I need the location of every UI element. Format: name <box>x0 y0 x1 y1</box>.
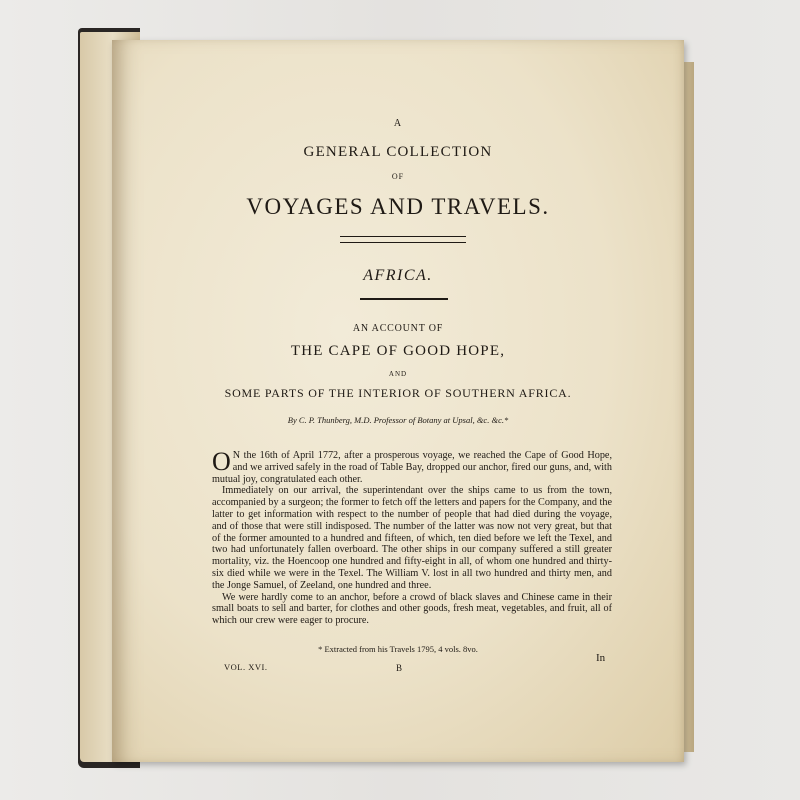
drop-cap: O <box>212 447 231 476</box>
volume-signature: VOL. XVI. <box>224 662 268 672</box>
author-byline: By C. P. Thunberg, M.D. Professor of Botany at Upsal, &c. &c.* <box>287 415 509 425</box>
subtitle-cape: THE CAPE OF GOOD HOPE, <box>290 343 506 359</box>
section-rule <box>360 298 448 300</box>
paragraph-1-text: N the 16th of April 1772, after a prosperous voyage, we reached the Cape of Good Hope, and we arrived safely in the road of Table Bay, dropped our anchor, fired our guns, and, with mutual joy, congratulated each other. <box>212 450 612 485</box>
book-page <box>112 40 684 762</box>
subtitle-account-of: AN ACCOUNT OF <box>352 323 444 334</box>
paragraph-3: We were hardly come to an anchor, before a crowd of black slaves and Chinese came in their small boats to sell and barter, for clothes and other goods, fresh meat, vegetables, and fruit, all of which our crew were eager to procure. <box>212 591 612 627</box>
subtitle-interior: SOME PARTS OF THE INTERIOR OF SOUTHERN AFRICA. <box>224 386 572 400</box>
header-of: OF <box>391 172 405 181</box>
paragraph-2: Immediately on our arrival, the superintendant over the ships came to us from the town, accompanied by a surgeon; the former to fetch off the letters and papers for the Company, and the latter to get information with respect to the number of people that had died during the voyage, and of those that were still indisposed. The number of the latter was now not very great, but that of the former amounted to a hundred and fifteen, of which, ten died before we left the Texel, and two had unfortunately fallen overboard. The other ships in our company suffered a still greater mortality, viz. the Hoencoop one hundred and fifty-eight in all, of whom one hundred and thirty-six died while we were in the Texel. The William V. lost in all two hundred and thirty men, and the Jonge Samuel, of Zeeland, one hundred and three. <box>212 485 612 591</box>
footnote: * Extracted from his Travels 1795, 4 vols. 8vo. <box>318 644 478 654</box>
page-title: VOYAGES AND TRAVELS. <box>246 194 550 219</box>
header-general-collection: GENERAL COLLECTION <box>303 144 493 160</box>
double-rule <box>340 236 466 243</box>
page-block-edge <box>684 62 694 752</box>
body-text <box>212 447 612 627</box>
signature-letter: B <box>396 663 403 673</box>
paragraph-1 <box>212 447 612 485</box>
header-a: A <box>393 118 403 129</box>
section-title: AFRICA. <box>363 267 433 284</box>
catchword: In <box>596 652 606 664</box>
subtitle-and: AND <box>388 370 408 378</box>
